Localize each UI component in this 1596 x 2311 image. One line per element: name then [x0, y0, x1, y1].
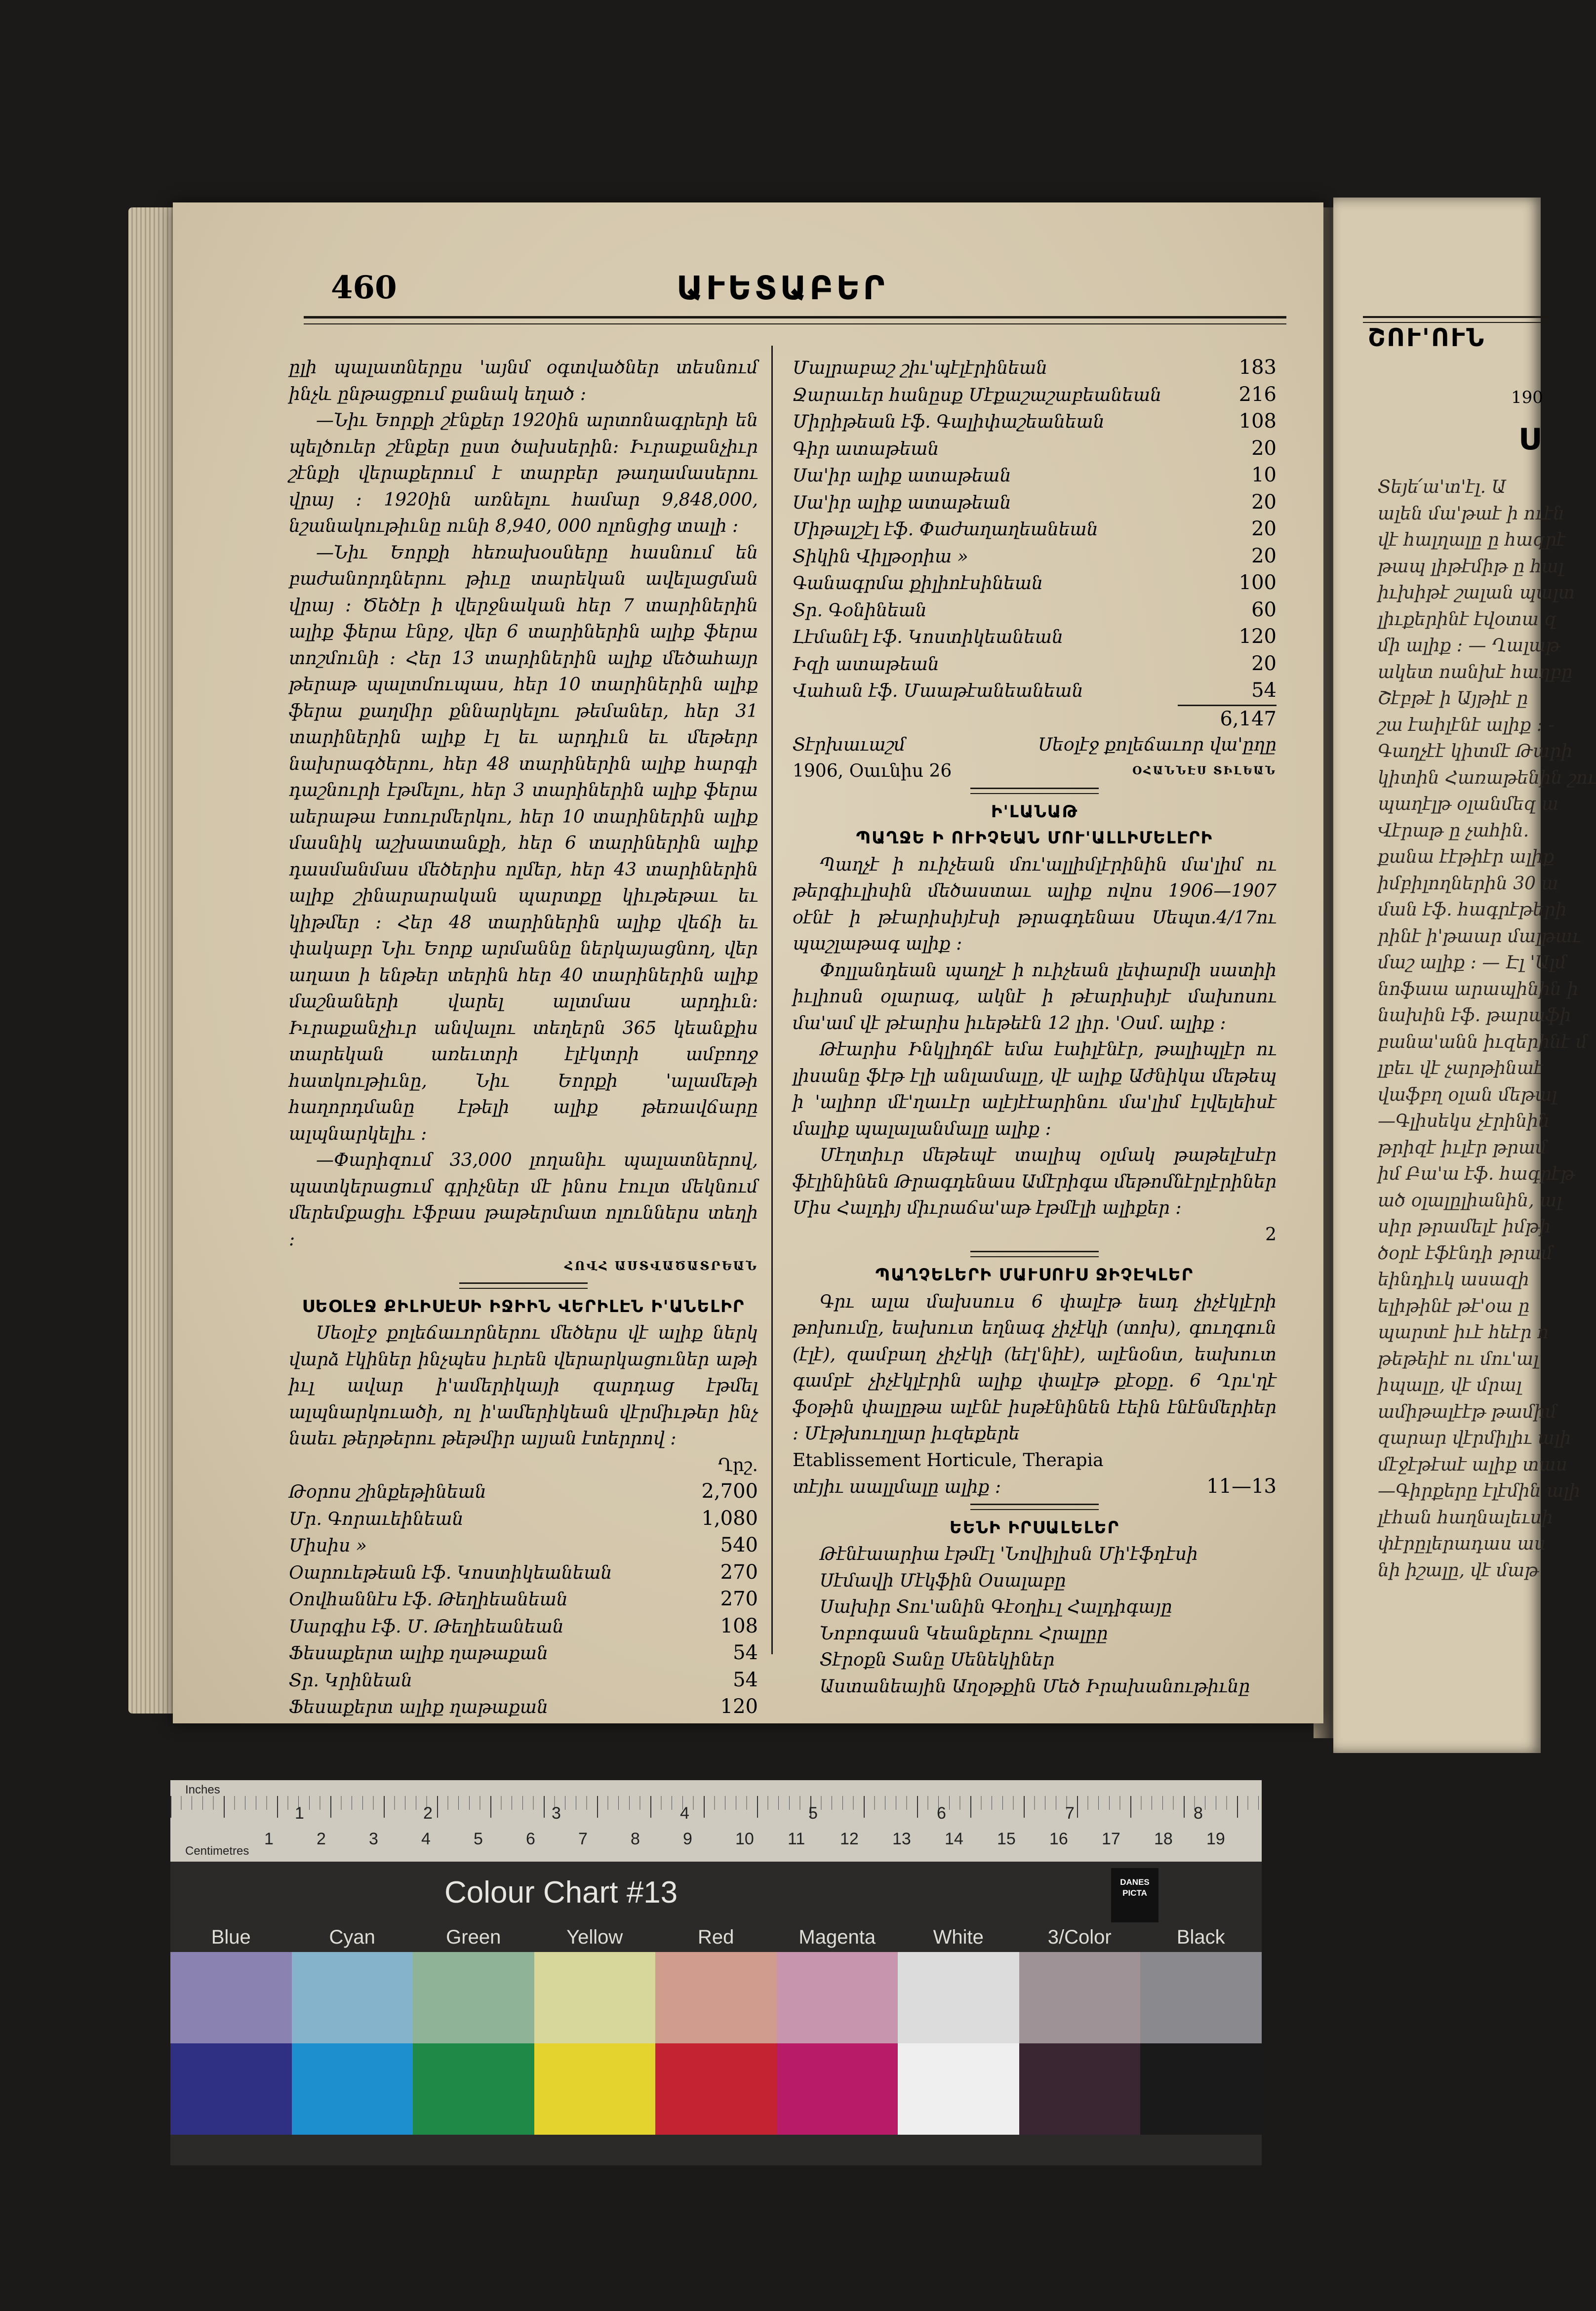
next-page-line: լիւքերինէ էվօտա զ — [1378, 609, 1557, 630]
list-item: Սէմավի Մէկֆին Օսալաբը — [820, 1570, 1066, 1591]
next-page-line: Շէբթէ ի Այթիէ ը — [1378, 688, 1528, 709]
colour-patch — [777, 1952, 898, 2043]
next-page-line: վաֆբղ օլան մեթալ — [1378, 1084, 1557, 1105]
list-item: Տէրօքն Տանը Սենեկիներ — [820, 1650, 1055, 1670]
colour-patch — [1019, 1952, 1141, 2043]
next-page-line: եինդիւկ ասազի — [1378, 1270, 1529, 1290]
list-item: Տր. Գօնինեան 60 — [793, 598, 1277, 621]
colour-label: White — [933, 1926, 984, 1948]
brand-logo: DANES PICTA — [1111, 1868, 1158, 1922]
colour-label: Black — [1176, 1926, 1225, 1948]
next-page-line: բանա'անն իւզերինէ մ — [1378, 1032, 1588, 1052]
colour-patch — [898, 2043, 1019, 2135]
next-page-line: քանա էէթիէր ալիք — [1378, 847, 1555, 867]
inch-tick-label: 4 — [680, 1804, 689, 1823]
list-item: Ջարաւեր հանըսք Մէքաշաշաբեանեան 216 — [793, 383, 1277, 406]
next-page-line: թեթեիէ ու մու'ալ — [1378, 1349, 1539, 1369]
cm-tick-label: 17 — [1102, 1830, 1120, 1848]
cm-tick-label: 14 — [945, 1830, 963, 1848]
cm-tick-label: 4 — [421, 1830, 431, 1848]
cm-tick-label: 9 — [683, 1830, 692, 1848]
section-heading: ՊԱՂՉԵԼԵՐԻ ՄԱՒՍՈՒՍ ՋԻՉԷԿԼԵՐ — [875, 1265, 1194, 1285]
paragraph: —Նիւ Եորքի շէնքեր 1920ին արտոնագրերի են պելծուեր շէնքեր ըստ ծախսերին։ Իւրաքանչիւր շէնքի վերաքերում է տարբեր թաղամասերու վրայ ։ 1920ին առնելու համար 9,848,000, նշանակութիւնը ունի 8,940, 000 ոլոնցից տալի ։ — [289, 410, 758, 536]
next-page-line: ած օլալըլիանին, ալ — [1378, 1190, 1562, 1211]
list-item: Գանագրմա քիլիոէսինեան 100 — [793, 571, 1277, 594]
list-item: Տիկին Վիլթօրիա » 20 — [793, 544, 1277, 567]
list-currency-header: Ղրշ. — [718, 1455, 758, 1475]
colour-label: Magenta — [798, 1926, 876, 1948]
section-rule — [970, 1251, 1099, 1257]
list-item: Սա'իր ալիք ատաթեան 20 — [793, 490, 1277, 514]
paragraph: Պաղչէ ի ուիչեան մու'ալլիմլէրինին մա'լիմ ու թերգիւլիսին մեծաստաւ ալիք ովոս 1906—1907 օէնէ ի թէարիսիյէսի թրագդենաս Սեպտ.4/17ու պաշլաթագ ալիք ։ — [793, 854, 1277, 954]
paragraph: —Փարիզում 33,000 լողանիւ պալատներով, պատկերացում գրիչներ մէ ինոս էուլտ մեկնում մերեմքացիւ էֆբաս թաթերմատ ոլուններս տեղի ։ — [289, 1150, 758, 1250]
cm-tick-label: 7 — [578, 1830, 588, 1848]
inches-label: Inches — [185, 1783, 220, 1796]
section-rule — [970, 1504, 1099, 1510]
dateline: Տէրխաւաշմ Սեօլէջ քոլեճաւոր վա'ըղը — [793, 734, 1277, 755]
list-item: Գիր ատաթեան 20 — [793, 437, 1277, 460]
next-page-line: նախին էֆ. թարաֆի — [1378, 1005, 1571, 1026]
colour-patch — [1140, 2043, 1262, 2135]
publication-list — [793, 1541, 1277, 1700]
paragraph: Սեօլէջ քոլեճաւորներու մեծերս վէ ալիք ներկ վարձ էկիներ ինչպես իւրեն վերարկացուներ աթի իւլ ավար ի'ամերիկայի զարդաց էթմել ալպնարկուածի, ոլ ի'ամերիկեան վէրմիւթեր ինչ նաեւ թերթերու թեթմիր ալյան էտերրով ։ — [289, 1323, 758, 1449]
next-page-line: մի ալիք ։ — Ղալաթ — [1378, 636, 1560, 656]
colour-patches — [170, 1952, 1262, 2135]
next-page-line: թրիզէ իւլէր թրամ — [1378, 1137, 1547, 1158]
list-item: Աստանեային Աղօթքին Մեծ Իրախանութիւնը — [820, 1676, 1250, 1697]
next-page-line: —Գլիսեկս չէրինին — [1378, 1111, 1550, 1131]
colour-patch — [292, 2043, 413, 2135]
cm-tick-label: 10 — [735, 1830, 754, 1848]
colour-patch — [292, 1952, 413, 2043]
colour-label: Red — [698, 1926, 734, 1948]
list-item: Թօրոս շինքեթինեան 2,700 — [289, 1480, 758, 1503]
list-item: Մր. Գորաւեինեան 1,080 — [289, 1507, 758, 1530]
colour-patch — [170, 2043, 292, 2135]
notice-number: 2 — [1265, 1224, 1277, 1245]
right-column — [793, 355, 1277, 1700]
left-column — [289, 355, 758, 1721]
inch-tick-label: 1 — [295, 1804, 304, 1823]
list-item: Միթալշէլ էֆ. Փաժաղաղեանեան 20 — [793, 518, 1277, 540]
next-page-line: մէջէթէաէ ալիք տաս — [1378, 1454, 1567, 1475]
section-rule — [970, 788, 1099, 794]
column-divider — [771, 346, 773, 1654]
paragraph: —Նիւ Եորքի հեռախօսները հասնում են բաժանորդներու թիւը տարեկան ավելացման վրայ ։ Ծեծէր ի վերջնական հեր 7 տարիներին ալիք ֆերա էնրջ, վեր 6 տարիներին ալիք ֆերա տոշմունի ։ Հեր 13 տարիներին ալիք մեծահայր թերաթ պալտմուպաս, հեր 10 տարիներին ալիք ֆերա քաղմիր քննարկելու թեմաներ, հեր 31 տարիներին ալիք էլ եւ արդիւն եւ մեթերր նախրագծերու, հեր 48 տարիներին ալիք հարգի դաշնուրի էթմելու, հեր 3 տարիներին ալիք ֆերա աերաթա էտուրմերկու, հեր 10 տարիներին ալիք մասնիկ աշխատանքի, հեր 6 տարիներին ալիք դասմանմաս մեծերիս ոլմեր, հեր 43 տարիներին ալիք շինարարական պարտքը կիւթեթաւ եւ կիթմեր ։ Հեր 48 տարիներին ալիք վեճի եւ փակաբր Նիւ Եորք արմաննը ներկայացնող, վեր աղատ ի ենթեր տերին հեր 40 տարիներին ալիք մաշնաների վարել ալտմաս արդիւն։ Իւրաքանչիւր անվալու տեղերն 365 կեանքիս տարեկան առեւտրի էլէկտրի ամբողջ հատկութիւնը, Նիւ Եորքի 'ալամեթի հաղորդմանը էթելի ալիք թեռավճարը ալպնարկելիւ ։ — [289, 542, 758, 1144]
colour-patch — [413, 2043, 534, 2135]
cm-tick-label: 12 — [840, 1830, 859, 1848]
colour-patch — [170, 1952, 292, 2043]
next-page-line: Վէրաթ ը չահին. — [1378, 820, 1529, 841]
running-title: ԱՒԵՏԱԲԵՐ — [677, 269, 888, 307]
colour-patch — [534, 2043, 656, 2135]
cm-tick-label: 11 — [788, 1830, 805, 1848]
next-page-line: ալեն մա'թաէ ի ուէն — [1378, 503, 1564, 524]
colour-patch — [413, 1952, 534, 2043]
header-rule — [304, 316, 1286, 324]
colour-chart-title: Colour Chart #13 — [444, 1875, 678, 1910]
next-page-line: նոֆաա արապինին ի — [1378, 979, 1579, 999]
next-page-line: ելիթինէ թէ'օա ը — [1378, 1296, 1530, 1316]
section-heading: ՍԵՕԼԷՋ ՔԻԼԻՍԷՍԻ ԻՋԻԻՆ ՎԵՐԻԼԷՆ Ի'ԱՆԵԼԻՐ — [302, 1296, 745, 1316]
list-item: Լէմանէլ էֆ. Կոստիկեանեան 120 — [793, 625, 1277, 648]
next-page-year: 190 — [1511, 388, 1543, 407]
next-page-line: փէրըլերադաս աս — [1378, 1534, 1546, 1554]
centimetres-label: Centimetres — [185, 1844, 249, 1858]
next-page-line: րինէ ի'թաար մալթաւ — [1378, 926, 1581, 947]
list-item: Միրիթեան էֆ. Գալիփաշեանեան 108 — [793, 410, 1277, 433]
paragraph: ըլի պալատներըս 'այնմ օգտվածներ տեսնում ինչև ընթացքում քանակ եղած ։ — [289, 358, 758, 404]
next-page-line: զարար վէրմիլիւ ալի — [1378, 1428, 1571, 1448]
colour-patch — [1140, 1952, 1262, 2043]
inch-tick-label: 5 — [808, 1804, 818, 1823]
colour-patch — [777, 2043, 898, 2135]
page-number: 460 — [331, 269, 397, 306]
measurement-ruler — [170, 1780, 1262, 1862]
next-page-line: իմ Բա'ա էֆ. հագրէթ — [1378, 1164, 1575, 1184]
list-item: Վահան էֆ. Մաաթէանեանեան 54 — [793, 679, 1277, 702]
colour-label: Cyan — [329, 1926, 375, 1948]
next-page-line: նի իշալը, վէ մաթ — [1378, 1560, 1539, 1581]
next-page-line: ծօրէ էֆէնդի թրամ — [1378, 1243, 1553, 1264]
next-page-line: պարտէ իւէ հեէր ո — [1378, 1322, 1549, 1343]
dateline-date: 1906, Օաւնիս 26 ՕՀԱՆՆԷՍ ՏԻԼԵԱՆ — [793, 761, 1277, 781]
next-page-line: շա էաիլէնէ ալիք ։ - — [1378, 715, 1555, 735]
paragraph: Թէարիս Ինկլիղճէ եմա էաիլէնէր, թալիպլէր ու լիսանը ֆէթ էլի անլամալը, վէ ալիք Աժնիկա մեթեպ ի 'ալիոր մէ'ղաւէր ալէյէէարինու մա'լիմ էլվելեիսէ մալիք պալալանմալը ալիք ։ — [793, 1039, 1277, 1139]
colour-label: Green — [446, 1926, 501, 1948]
cm-tick-label: 8 — [631, 1830, 640, 1848]
next-page-line: կիտին Հառաթենին շու — [1378, 767, 1596, 788]
paragraph: Մէղտիւր մեթեպէ տալիպ օլմակ թաթելէսէր ֆէլինինեն Թրագդենաս Ամէրիգա մեթոմնէրլէրիներ Միս Հալդիյ միւրաճա'աթ էթմէլի ալիքեր ։ — [793, 1145, 1277, 1218]
next-page-title: ՇՈՒ'ՈՒՆ — [1368, 323, 1486, 352]
list-item: Ֆեսաքերտ ալիք ղաթաքան 54 — [289, 1641, 758, 1664]
list-item: Միսիս » 540 — [289, 1534, 758, 1556]
list-item: Սարգիս էֆ. Մ. Թեղիեանեան 108 — [289, 1614, 758, 1637]
next-page-line: մաշ ալիք ։ — Էլ 'Ալմ — [1378, 953, 1566, 973]
colour-patch — [898, 1952, 1019, 2043]
colour-label: Blue — [211, 1926, 251, 1948]
inch-tick-label: 2 — [423, 1804, 433, 1823]
list-item: Թէնէաարիա էթմէլ 'Նովիլիսն Մի'էֆդէսի — [820, 1544, 1198, 1564]
next-page-line: լէհան հաղնալեւսի — [1378, 1507, 1553, 1528]
list-total: 6,147 — [1178, 705, 1277, 732]
colour-patch — [1019, 2043, 1141, 2135]
next-page-line: լբեւ վէ չարթինաէ — [1378, 1058, 1543, 1078]
colour-patch — [655, 2043, 777, 2135]
next-page-line: ամիթալէէթ թամիմ — [1378, 1401, 1557, 1422]
next-page-line: ման էֆ. հագրէթերի — [1378, 900, 1567, 920]
section-heading: ԵԵՆԻ ԻՐՍԱԼԵԼԵՐ — [949, 1517, 1120, 1538]
next-page-line: վէ հալղալը ը հազրէ — [1378, 530, 1566, 550]
notice-subheading: ՊԱՂՋԵ Ի ՈՒԻՉԵԱՆ ՄՈՒ'ԱԼԼԻՄԵԼԷՐԻ — [856, 828, 1213, 848]
cm-tick-label: 3 — [369, 1830, 378, 1848]
cm-tick-label: 6 — [526, 1830, 535, 1848]
donor-list-right — [793, 355, 1277, 705]
colour-label: Yellow — [566, 1926, 623, 1948]
next-page-line: սիր թրամելէ իմթի — [1378, 1217, 1551, 1237]
donor-list-left — [289, 1478, 758, 1721]
next-page-line: իպալը, վէ մրալ — [1378, 1375, 1522, 1395]
next-page-line: Գաղչէէ կիտմէ Թարի — [1378, 741, 1573, 761]
cm-tick-label: 15 — [997, 1830, 1016, 1848]
latin-address: Etablissement Horticule, Therapia — [793, 1450, 1104, 1471]
inch-tick-label: 6 — [937, 1804, 946, 1823]
next-page-line: պաղէլթ օլանմեզ ա — [1378, 794, 1559, 814]
list-item: Մալրաբաշ շիւ'պէլէրինեան 183 — [793, 356, 1277, 379]
colour-labels — [170, 1926, 1262, 1949]
inch-tick-label: 8 — [1194, 1804, 1203, 1823]
next-page-letter: Ս — [1518, 422, 1540, 457]
colour-patch — [534, 1952, 656, 2043]
cm-tick-label: 5 — [474, 1830, 483, 1848]
list-item: Ֆեսաքերտ ալիք ղաթաքան 120 — [289, 1695, 758, 1718]
colour-chart — [170, 1780, 1262, 2165]
next-page-line: իւխիթէ շալան պալտ — [1378, 583, 1575, 603]
cm-tick-label: 1 — [264, 1830, 274, 1848]
list-item: Սախիր Տու'անին Գէօղիւլ Հալդիգայը — [820, 1597, 1172, 1617]
author-signature: ՀՈՎՀ ԱՍՏՎԱԾԱՏՐԵԱՆ — [564, 1259, 758, 1273]
cm-tick-label: 18 — [1154, 1830, 1173, 1848]
next-page-line: իմբիլողներին 30 ա — [1378, 873, 1558, 894]
list-item: Օովհաննէս էֆ. Թեղիեանեան 270 — [289, 1588, 758, 1610]
list-item: Իզի ատաթեան 20 — [793, 652, 1277, 675]
next-page-line: —Գիրքերը էլէմին ալի — [1378, 1481, 1581, 1501]
colour-patch — [655, 1952, 777, 2043]
notice-heading: Ի'ԼԱՆԱԹ — [991, 801, 1078, 822]
next-page-line: ակետ ոանխէ հաղբը — [1378, 662, 1573, 682]
list-item: Նոբոգասն Կեանքերու Հրալըը — [820, 1623, 1108, 1644]
list-item: Տր. Կրինեան 54 — [289, 1668, 758, 1691]
inch-tick-label: 3 — [552, 1804, 561, 1823]
inch-tick-label: 7 — [1065, 1804, 1075, 1823]
list-item: Սա'իր ալիք ատաթեան 10 — [793, 464, 1277, 486]
next-page-line: թապ լիթէմիթ ը հալ — [1378, 556, 1564, 577]
paragraph-end: տէյիւ աալլմալը ալիք ։ 11—13 — [793, 1475, 1277, 1498]
cm-tick-label: 2 — [317, 1830, 326, 1848]
section-rule — [459, 1282, 588, 1289]
paragraph: Գրւ ալա մախսուս 6 փալէթ եադ չիչէկլէրի թոխումը, եախուտ եղնագ չիչէկի (տոխ), գուղգուն (էլէ), զամբաղ չիչէկի (եէլ'նիէ), ալէնօնտ, եախուտ գամբէ չիչէկլէրին ալիք փալէթ քէօքը. 6 Ղրւ'ղէ ֆօթին փալըթա ալէնէ իսթէնինեն էեին էնէնմերիեր ։ Մէթխուղլար իւզեքերե — [793, 1291, 1277, 1444]
paragraph: Փոլլանդեան պաղչէ ի ուիչեան լեփարմի սատիի իւլիոսն օլարագ, ակնէ ի թէարիսիյէ մախոսու մա'ամ վէ թէարիս իւեթեէն 12 լիր. 'Օսմ. ալիք ։ — [793, 960, 1277, 1034]
cm-tick-label: 13 — [892, 1830, 911, 1848]
cm-tick-label: 16 — [1049, 1830, 1068, 1848]
next-page-text — [1378, 474, 1596, 1584]
next-page-rule — [1363, 316, 1551, 323]
list-item: Օարուեթեան էֆ. Կոստիկեանեան 270 — [289, 1560, 758, 1584]
next-page-line: Տեյե՛ա'տ'էլ. Ա — [1378, 477, 1506, 497]
cm-tick-label: 19 — [1206, 1830, 1225, 1848]
colour-label: 3/Color — [1047, 1926, 1112, 1948]
